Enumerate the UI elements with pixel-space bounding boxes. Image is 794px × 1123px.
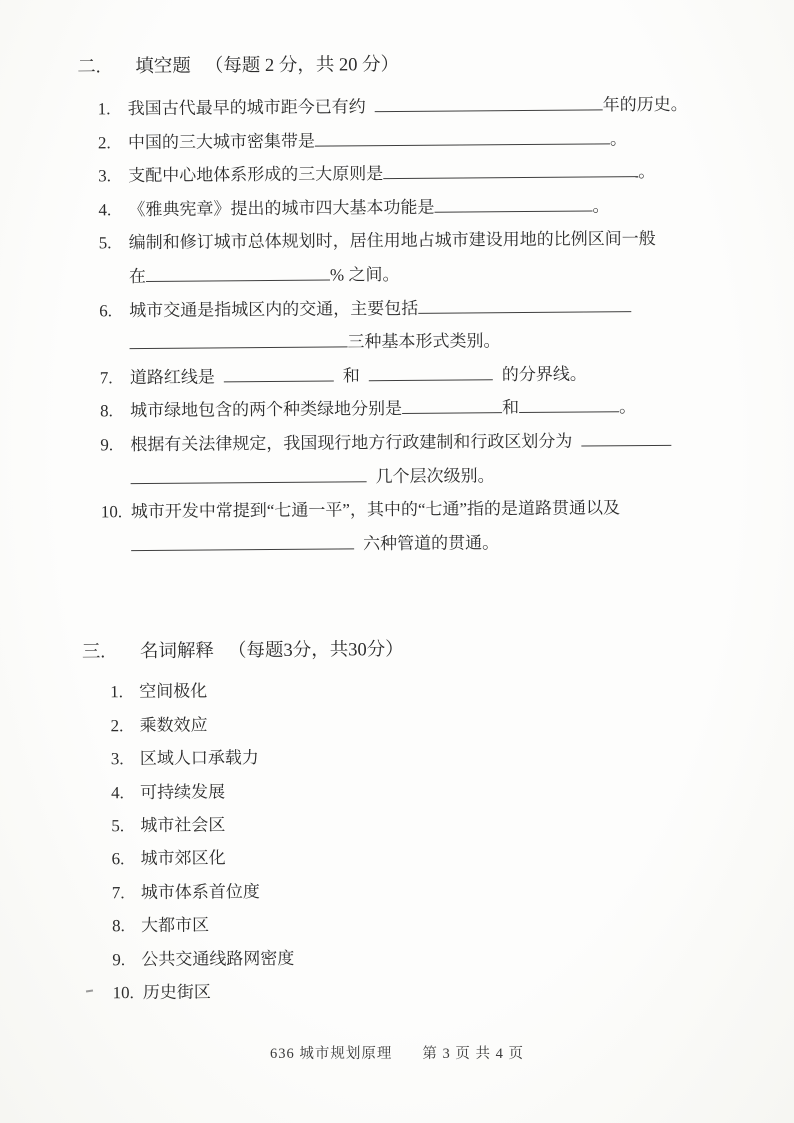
question-item-5	[99, 222, 676, 294]
term-item-1	[110, 671, 678, 709]
question-text: 六种管道的贯通。	[363, 532, 500, 553]
question-text: 和	[342, 366, 360, 386]
answer-blank	[129, 329, 347, 350]
answer-blank	[434, 192, 592, 212]
term-text: 城市社会区	[140, 815, 226, 835]
term-number: 2.	[110, 715, 124, 735]
question-item-6	[99, 289, 676, 361]
question-item-10	[101, 491, 678, 563]
question-number: 5.	[98, 233, 112, 253]
question-number: 9.	[100, 435, 114, 455]
term-item-8	[112, 905, 680, 943]
term-text: 公共交通线路网密度	[141, 948, 295, 969]
question-text: 。	[592, 196, 610, 216]
term-item-5	[111, 805, 679, 843]
answer-blank	[402, 395, 502, 415]
term-text: 空间极化	[139, 681, 208, 702]
term-text: 历史街区	[142, 982, 211, 1002]
term-text: 城市郊区化	[140, 848, 226, 869]
question-text: 《雅典宪章》提出的城市四大基本功能是	[128, 197, 435, 219]
question-text: 三种基本形式类别。	[347, 331, 501, 352]
question-item-2	[98, 121, 674, 159]
section-number: 二.	[77, 57, 101, 78]
answer-blank	[146, 262, 330, 282]
section-score-note: （每题3分，共30分）	[227, 640, 404, 662]
term-item-6	[111, 838, 679, 876]
term-item-10	[112, 972, 680, 1010]
question-item-8	[100, 390, 676, 428]
answer-blank	[315, 125, 610, 146]
question-text: 城市开发中常提到“七通一平”，其中的“七通”指的是道路贯通以及	[130, 498, 621, 522]
footer-page-number: 第 3 页 共 4 页	[422, 1046, 524, 1062]
term-number: 10.	[112, 983, 134, 1003]
question-item-7	[100, 357, 676, 395]
answer-blank	[375, 92, 603, 113]
term-number: 3.	[110, 749, 124, 769]
section-terms	[82, 635, 681, 1010]
question-text: 。	[618, 397, 637, 417]
question-text: 支配中心地体系形成的三大原则是	[128, 164, 384, 186]
term-item-9	[112, 938, 680, 976]
question-number: 1.	[97, 99, 111, 119]
term-text: 区域人口承载力	[139, 748, 259, 769]
question-text: 道路红线是	[129, 367, 215, 387]
term-number: 5.	[111, 816, 125, 836]
question-text: 中国的三大城市密集带是	[127, 131, 316, 152]
answer-blank	[369, 361, 493, 381]
section-score-note: （每题 2 分，共 20 分）	[204, 54, 400, 77]
question-item-4	[98, 189, 674, 227]
answer-blank	[383, 158, 638, 179]
term-number: 9.	[112, 949, 126, 969]
answer-blank	[519, 394, 619, 414]
question-number: 8.	[99, 401, 113, 421]
answer-blank	[130, 463, 366, 484]
question-text: 城市交通是指城区内的交通，主要包括	[129, 298, 419, 320]
question-item-3	[98, 155, 674, 193]
terms-list	[82, 671, 681, 1010]
question-text: 的分界线。	[501, 364, 587, 384]
term-item-7	[112, 872, 680, 910]
question-number: 3.	[98, 166, 112, 186]
question-text: 根据有关法律规定，我国现行地方行政建制和行政区划分为	[130, 431, 573, 455]
term-number: 7.	[111, 882, 125, 903]
section-fill-header	[77, 50, 673, 81]
term-number: 6.	[111, 849, 125, 869]
term-text: 城市体系首位度	[140, 881, 260, 902]
question-text: 。	[638, 162, 656, 182]
section-terms-header	[82, 635, 678, 666]
question-text: 编制和修订城市总体规划时，居住用地占城市建设用地的比例区间一般	[128, 229, 656, 253]
term-text: 大都市区	[141, 915, 210, 936]
question-text: 在	[128, 266, 147, 287]
question-text: 城市绿地包含的两个种类绿地分别是	[129, 399, 403, 421]
fill-blank-list	[78, 88, 688, 563]
term-text: 可持续发展	[139, 781, 226, 802]
answer-blank	[131, 530, 354, 551]
term-number: 4.	[110, 782, 124, 802]
term-text: 乘数效应	[139, 715, 208, 735]
term-number: 8.	[112, 916, 125, 936]
question-text: 和	[501, 398, 520, 418]
question-text: 我国古代最早的城市距今已有约	[127, 97, 366, 119]
section-number: 三.	[81, 642, 106, 663]
answer-blank	[418, 293, 631, 314]
question-number: 2.	[97, 132, 111, 152]
question-item-1	[97, 88, 688, 126]
term-item-2	[110, 705, 678, 743]
question-text: 几个层次级别。	[375, 465, 495, 486]
question-text: 。	[609, 128, 628, 148]
answer-blank	[224, 362, 334, 382]
section-title: 填空题	[135, 56, 191, 78]
answer-blank	[581, 427, 671, 447]
question-number: 7.	[99, 367, 113, 388]
footer-course-title: 636 城市规划原理	[270, 1046, 393, 1062]
question-item-9	[100, 424, 677, 496]
question-text: 年的历史。	[602, 94, 688, 115]
term-item-3	[111, 738, 679, 776]
question-number: 6.	[99, 300, 113, 320]
term-number: 1.	[110, 682, 124, 702]
term-item-4	[111, 771, 679, 809]
page-footer	[0, 1042, 794, 1063]
section-title: 名词解释	[139, 641, 215, 663]
question-number: 10.	[100, 502, 123, 522]
question-text: % 之间。	[329, 264, 400, 285]
question-number: 4.	[98, 200, 112, 220]
